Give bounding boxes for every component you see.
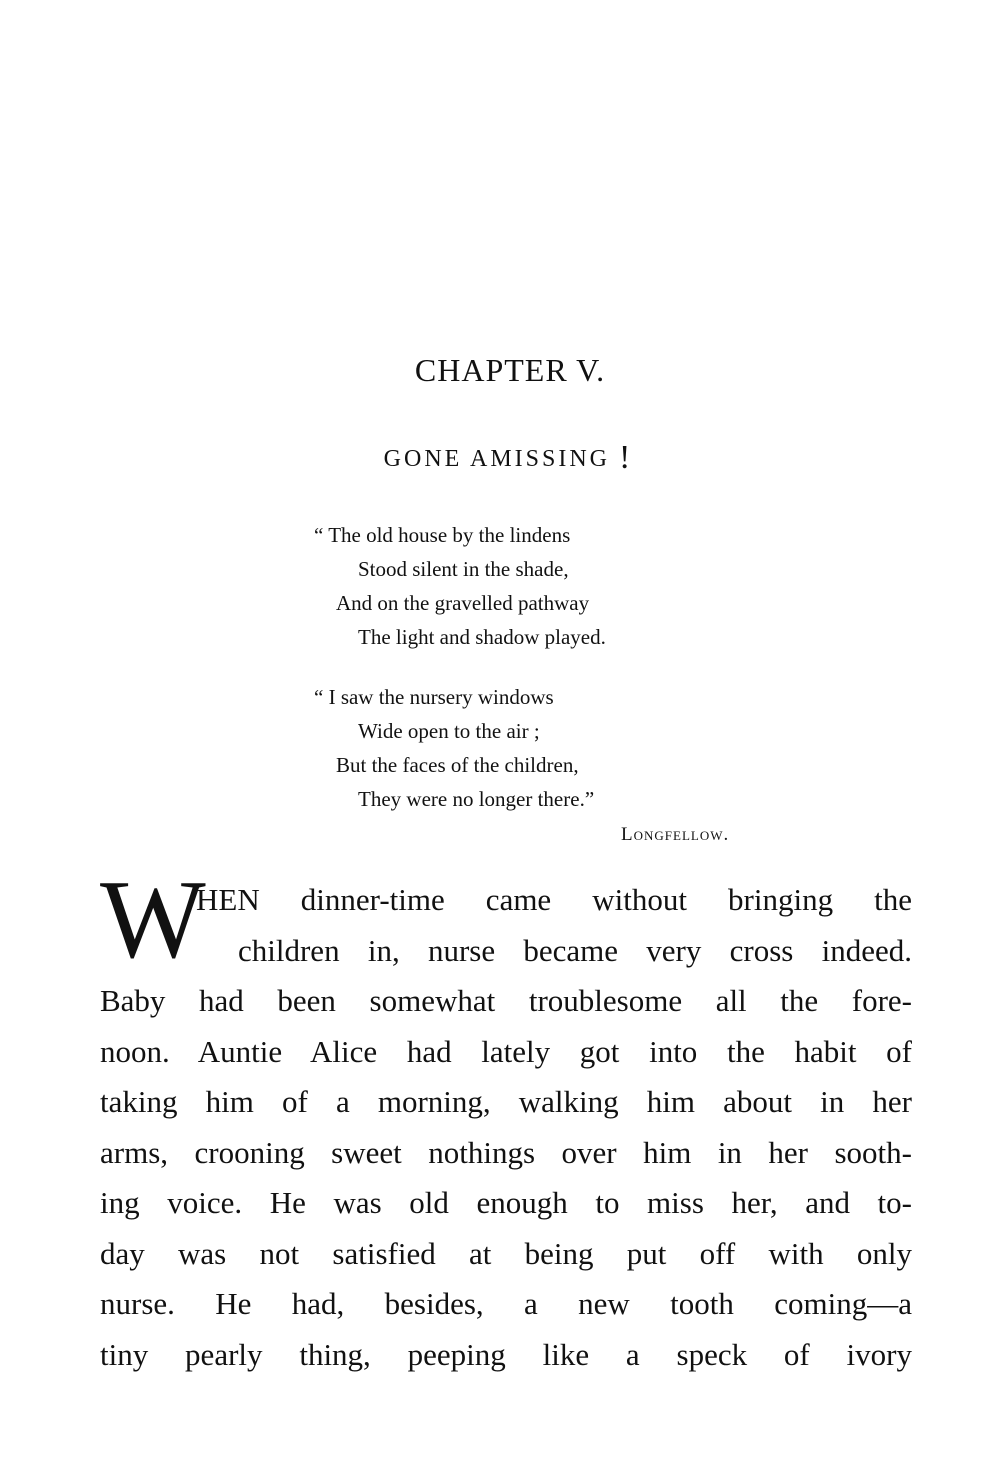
body-line: noon. Auntie Alice had lately got into the habit of: [100, 1033, 912, 1069]
verse-line: “ The old house by the lindens: [314, 523, 571, 547]
body-line: arms, crooning sweet nothings over him in her sooth-: [100, 1134, 912, 1170]
body-line: tiny pearly thing, peeping like a speck of ivory: [100, 1336, 912, 1372]
epigraph-attribution: Longfellow.: [621, 824, 730, 845]
epigraph-stanza-1: [0, 518, 1000, 654]
body-line: HEN dinner-time came without bringing the: [196, 882, 912, 917]
chapter-heading: CHAPTER V.: [414, 352, 606, 388]
verse-line: And on the gravelled pathway: [336, 591, 590, 615]
verse-line: They were no longer there.”: [358, 787, 595, 811]
epigraph: [0, 518, 1000, 845]
body-paragraph: [100, 926, 912, 1381]
chapter-subtitle-exclamation: !: [619, 439, 631, 476]
body-first-line: [196, 875, 912, 926]
drop-cap: W: [100, 858, 206, 982]
verse-line: But the faces of the children,: [336, 753, 579, 777]
body-line: taking him of a morning, walking him about in her: [100, 1084, 912, 1119]
chapter-subtitle-text: GONE AMISSING: [383, 446, 611, 472]
epigraph-stanza-2: [0, 680, 1000, 816]
chapter-subtitle: [0, 438, 1000, 477]
body-line: nurse. He had, besides, a new tooth coming—a: [100, 1286, 912, 1321]
verse-line: “ I saw the nursery windows: [314, 685, 554, 709]
body-line: Baby had been somewhat troublesome all the fore-: [100, 983, 912, 1018]
verse-line: Wide open to the air ;: [358, 719, 540, 743]
body-line: day was not satisfied at being put off with only: [100, 1235, 912, 1271]
verse-line: The light and shadow played.: [358, 625, 606, 649]
body-line: ing voice. He was old enough to miss her, and to-: [100, 1185, 912, 1220]
verse-line: Stood silent in the shade,: [358, 557, 569, 581]
body-line: children in, nurse became very cross indeed.: [238, 932, 912, 968]
